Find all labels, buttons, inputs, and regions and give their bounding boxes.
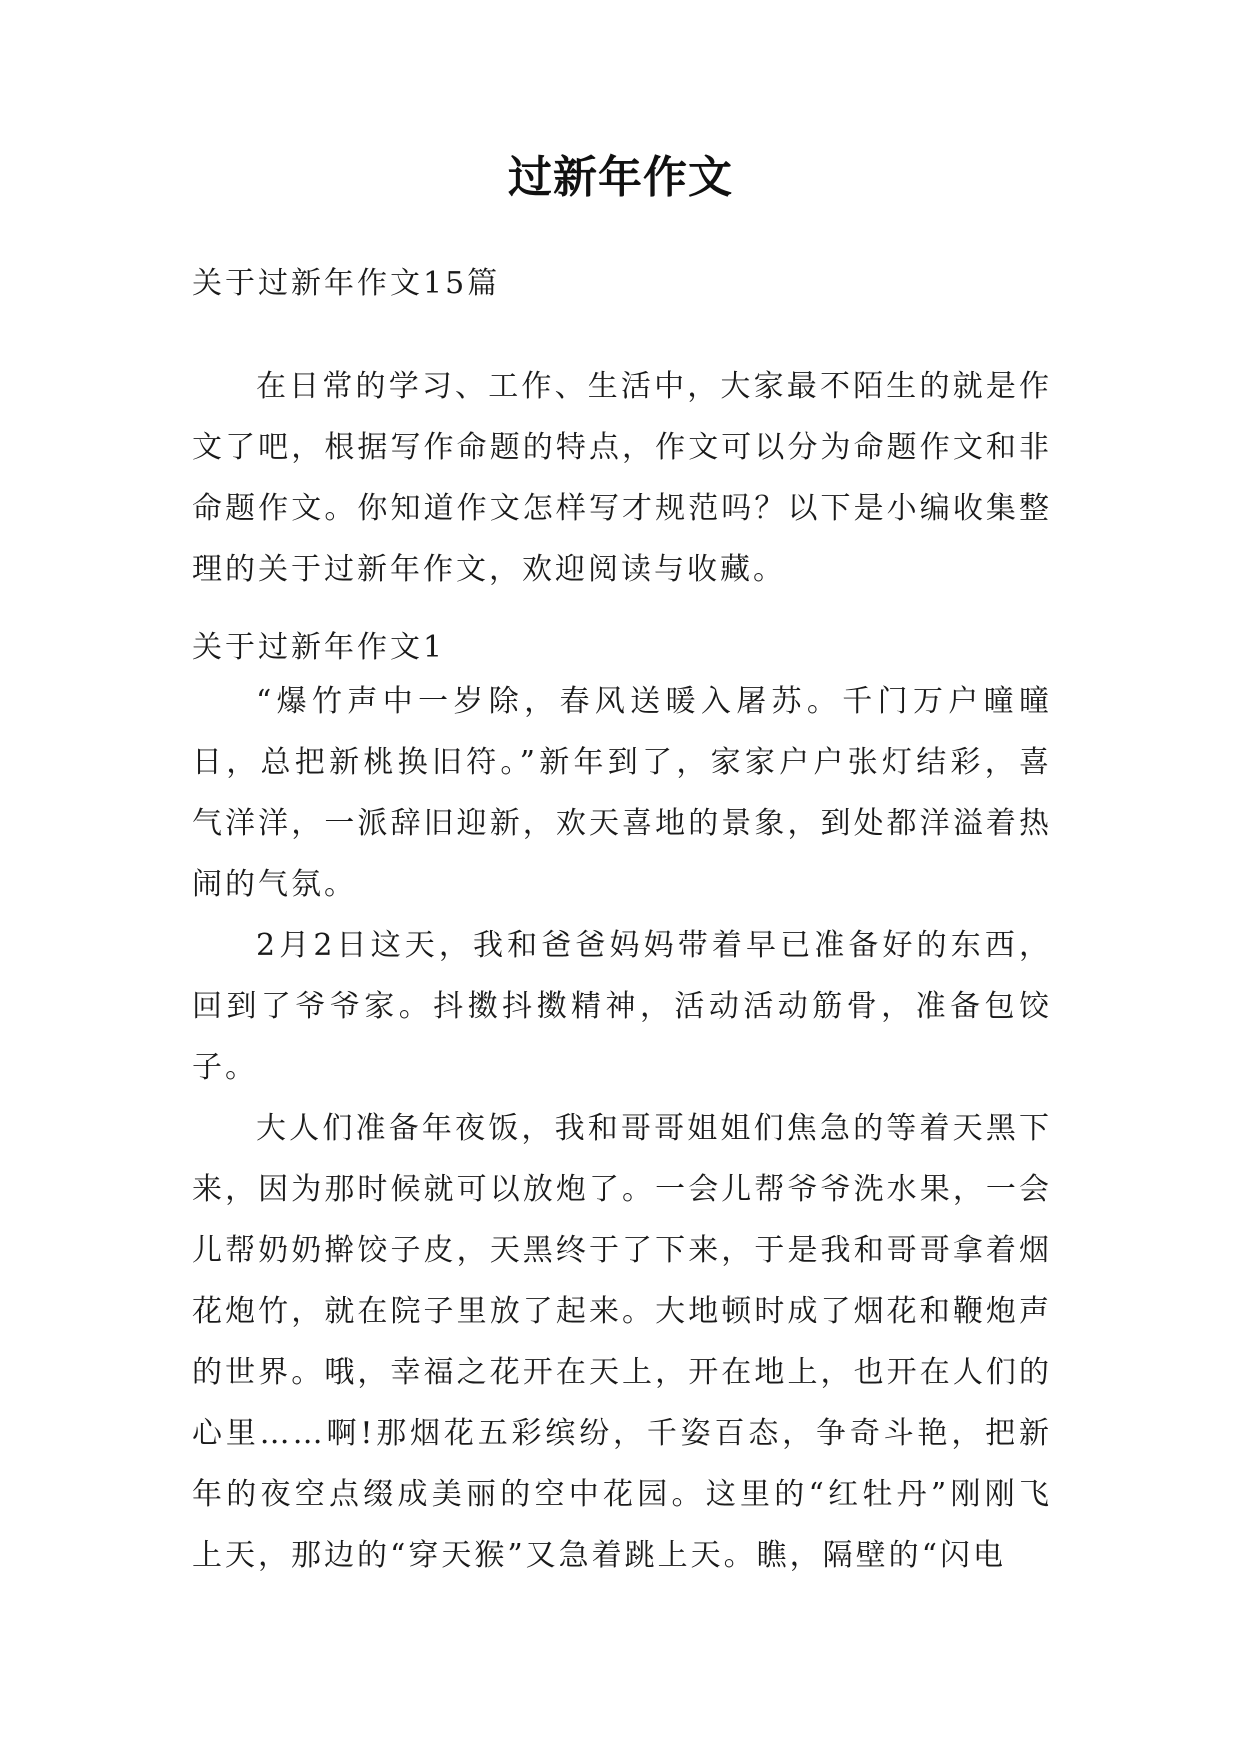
intro-text: 在日常的学习、工作、生活中，大家最不陌生的就是作文了吧，根据写作命题的特点，作文可以分为命题作文和非命题作文。你知道作文怎样写才规范吗？以下是小编收集整理的关于过新年作文，欢迎阅读与收藏。 [192, 369, 1052, 587]
document-title: 过新年作文 [508, 152, 733, 203]
document-subtitle: 关于过新年作文15篇 [192, 266, 501, 301]
section-heading: 关于过新年作文1 [192, 630, 446, 665]
paragraph: “爆竹声中一岁除，春风送暖入屠苏。千门万户曈曈日，总把新桃换旧符。”新年到了，家家户户张灯结彩，喜气洋洋，一派辞旧迎新，欢天喜地的景象，到处都洋溢着热闹的气氛。 [192, 684, 1052, 902]
intro-paragraph [192, 356, 1052, 600]
paragraph: 大人们准备年夜饭，我和哥哥姐姐们焦急的等着天黑下来，因为那时候就可以放炮了。一会儿帮爷爷洗水果，一会儿帮奶奶擀饺子皮，天黑终于了下来，于是我和哥哥拿着烟花炮竹，就在院子里放了起来。大地顿时成了烟花和鞭炮声的世界。哦，幸福之花开在天上，开在地上，也开在人们的心里……啊!那烟花五彩缤纷，千姿百态，争奇斗艳，把新年的夜空点缀成美丽的空中花园。这里的“红牡丹”刚刚飞上天，那边的“穿天猴”又急着跳上天。瞧，隔壁的“闪电 [192, 1111, 1052, 1573]
section-body [192, 671, 1052, 1586]
paragraph: 2月2日这天，我和爸爸妈妈带着早已准备好的东西，回到了爷爷家。抖擞抖擞精神，活动活动筋骨，准备包饺子。 [192, 928, 1052, 1085]
